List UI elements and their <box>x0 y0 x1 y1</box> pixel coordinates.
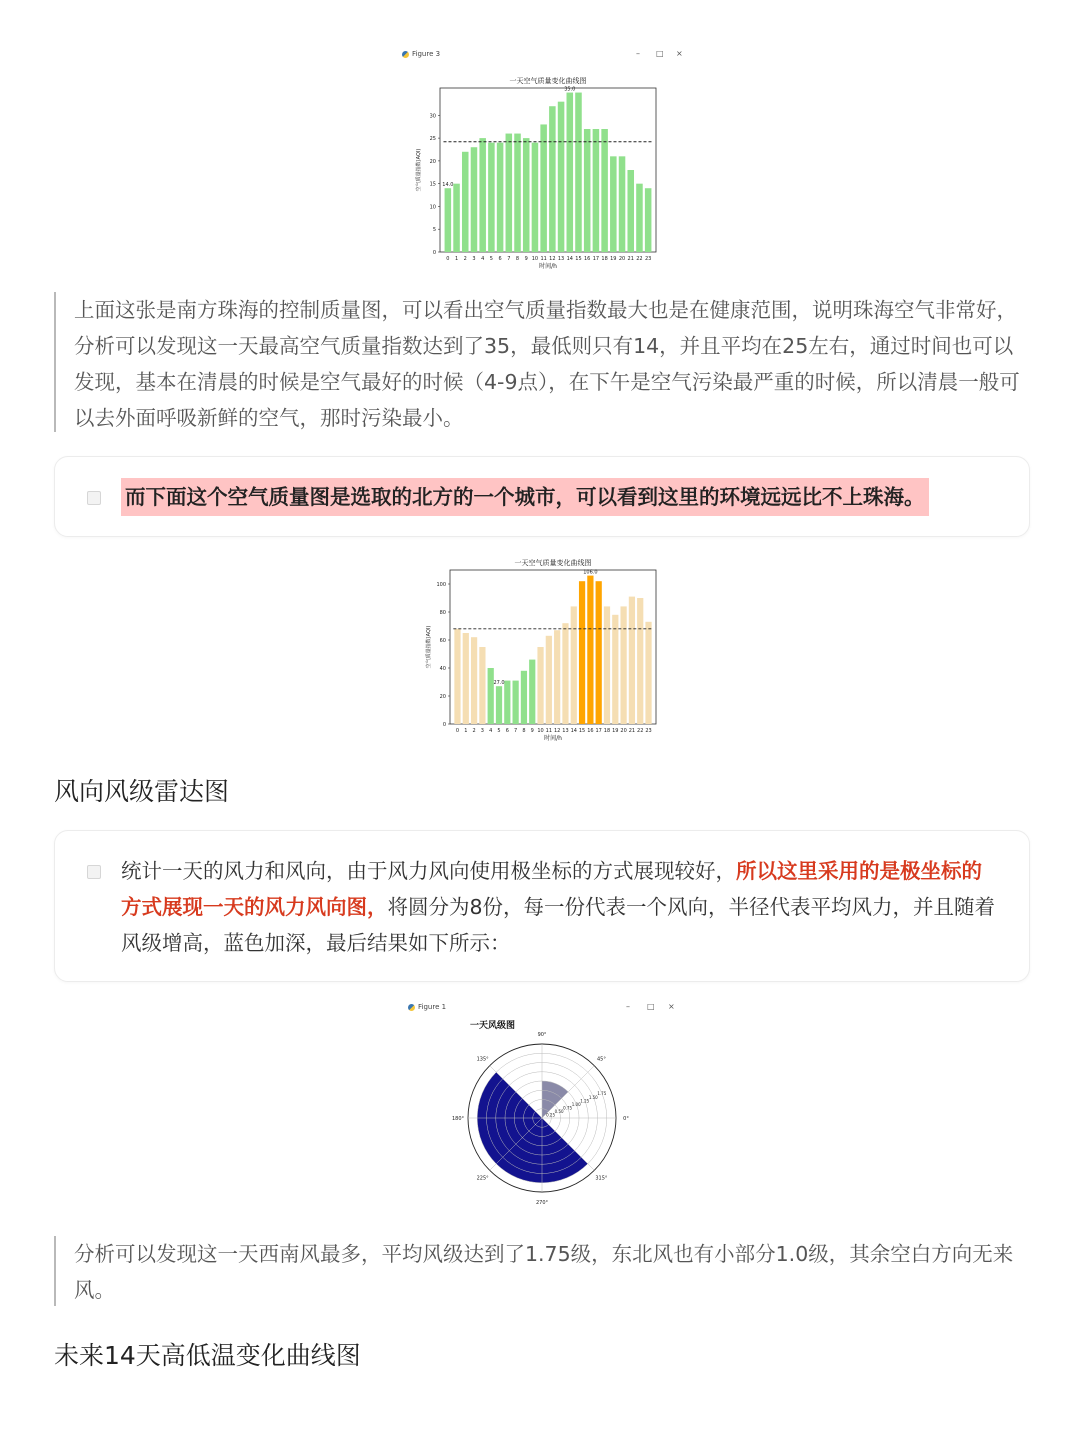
bar <box>645 622 651 724</box>
bar <box>513 681 519 724</box>
x-tick-label: 16 <box>584 256 591 262</box>
x-axis-label: 时间/h <box>544 735 562 742</box>
section-heading-wind-radar: 风向风级雷达图 <box>54 777 230 806</box>
quote-analysis-wind-text: 分析可以发现这一天西南风最多，平均风级达到了1.75级，东北风也有小部分1.0级，其余空白方向无来风。 <box>74 1242 1014 1302</box>
bar <box>620 606 626 724</box>
x-tick-label: 20 <box>618 256 626 262</box>
callout-card-north <box>54 456 1030 537</box>
x-tick-label: 14 <box>570 728 577 734</box>
x-tick-label: 10 <box>531 256 539 262</box>
bar <box>610 156 617 252</box>
y-tick-label: 20 <box>429 158 436 165</box>
callout-north-text: 而下面这个空气质量图是选取的北方的一个城市，可以看到这里的环境远远比不上珠海。 <box>125 485 925 509</box>
y-tick-label: 15 <box>429 181 436 188</box>
bar <box>587 576 593 724</box>
bar <box>504 681 510 724</box>
bar <box>453 184 460 252</box>
x-tick-label: 18 <box>603 728 611 734</box>
y-axis-label: 空气质量指数(AQI) <box>416 148 422 192</box>
callout-highlight <box>121 478 929 516</box>
radial-tick-label: 0.75 <box>563 1105 573 1111</box>
y-tick-label: 60 <box>439 638 446 644</box>
x-tick-label: 20 <box>620 728 627 734</box>
bar-annotation: 106.0 <box>583 569 598 576</box>
maximize-button[interactable]: □ <box>656 49 664 58</box>
x-tick-label: 19 <box>610 256 617 262</box>
bar <box>593 129 600 252</box>
bar <box>454 629 460 724</box>
close-button[interactable]: × <box>668 1002 675 1011</box>
angle-label: 180° <box>451 1116 465 1122</box>
x-tick-label: 12 <box>553 728 561 734</box>
close-button[interactable]: × <box>676 49 683 58</box>
y-tick-label: 0 <box>442 722 446 728</box>
minimize-button[interactable]: – <box>636 49 640 58</box>
bar <box>479 138 486 252</box>
wind-polar-chart <box>404 1014 678 1210</box>
bar <box>549 106 556 252</box>
bar <box>575 93 582 252</box>
bar <box>529 660 535 724</box>
angle-label: 45° <box>596 1056 606 1063</box>
x-tick-label: 5 <box>497 728 501 734</box>
bar <box>579 581 585 724</box>
bar <box>471 147 478 252</box>
x-tick-label: 6 <box>498 256 502 262</box>
x-tick-label: 3 <box>480 728 484 734</box>
x-tick-label: 22 <box>637 728 644 734</box>
x-tick-label: 2 <box>463 256 467 262</box>
angle-label: 135° <box>476 1056 489 1063</box>
x-tick-label: 1 <box>464 728 468 734</box>
bar <box>636 184 643 252</box>
bar <box>506 134 513 252</box>
aqi-chart-south <box>396 66 686 274</box>
x-tick-label: 13 <box>557 256 565 262</box>
radial-tick-label: 0.25 <box>546 1112 555 1118</box>
angle-label: 315° <box>595 1175 608 1182</box>
bar <box>558 102 565 252</box>
chart-title: 一天风级图 <box>470 1021 516 1031</box>
x-tick-label: 7 <box>514 728 518 734</box>
y-tick-label: 80 <box>439 610 446 616</box>
y-tick-label: 30 <box>429 113 436 120</box>
x-tick-label: 12 <box>549 256 556 262</box>
y-tick-label: 100 <box>436 582 446 588</box>
y-tick-label: 5 <box>432 227 436 234</box>
x-tick-label: 13 <box>562 728 569 734</box>
bar <box>645 188 652 252</box>
bullet-square-icon <box>87 865 101 879</box>
chart-title: 一天空气质量变化曲线图 <box>514 559 592 567</box>
figure-window-1 <box>396 44 686 274</box>
callout-wind-text-red: 所以这里采用的是极坐标的方式展现一天的风力风向图， <box>121 859 982 919</box>
x-tick-label: 7 <box>507 256 511 262</box>
x-tick-label: 11 <box>545 728 553 734</box>
callout-card-wind <box>54 830 1030 982</box>
bar-annotation: 35.0 <box>564 86 576 93</box>
x-tick-label: 9 <box>530 728 534 734</box>
angle-label: 270° <box>535 1200 549 1206</box>
quote-analysis-wind <box>54 1236 1032 1306</box>
callout-wind-paragraph <box>121 853 1001 961</box>
x-tick-label: 17 <box>592 256 600 262</box>
x-tick-label: 1 <box>454 256 459 262</box>
figure-window-1-title: Figure 3 <box>412 50 441 58</box>
x-tick-label: 4 <box>481 256 485 262</box>
bar <box>471 637 477 724</box>
x-tick-label: 16 <box>587 728 594 734</box>
angle-label: 90° <box>537 1032 547 1038</box>
bar <box>567 93 574 252</box>
x-tick-label: 17 <box>595 728 602 734</box>
bar <box>488 143 495 252</box>
bar <box>445 188 452 252</box>
figure-window-3-title: Figure 1 <box>418 1003 447 1011</box>
bar <box>637 598 643 724</box>
angle-label: 225° <box>476 1175 489 1182</box>
x-tick-label: 6 <box>505 728 509 734</box>
bar <box>496 686 502 724</box>
bar <box>601 129 608 252</box>
bar <box>629 597 635 724</box>
x-tick-label: 23 <box>644 256 652 262</box>
bar <box>479 647 485 724</box>
x-tick-label: 10 <box>537 728 544 734</box>
bar <box>463 633 469 724</box>
radial-tick-label: 1.00 <box>571 1101 581 1107</box>
bar <box>554 630 560 724</box>
bullet-square-icon <box>87 491 101 505</box>
radial-tick-label: 1.75 <box>597 1091 607 1097</box>
bar <box>537 647 543 724</box>
bar <box>497 143 504 252</box>
aqi-chart-north <box>412 554 670 746</box>
x-tick-label: 21 <box>627 256 634 262</box>
x-tick-label: 9 <box>524 256 528 262</box>
bar <box>521 671 527 724</box>
bar <box>462 152 469 252</box>
x-tick-label: 21 <box>628 728 636 734</box>
chart-title: 一天空气质量变化曲线图 <box>509 77 587 85</box>
quote-analysis-south-text: 上面这张是南方珠海的控制质量图，可以看出空气质量指数最大也是在健康范围，说明珠海空气非常好，分析可以发现这一天最高空气质量指数达到了35，最低则只有14，并且平均在25左右，通过时间也可以发现，基本在清晨的时候是空气最好的时候（4-9点），在下午是空气污染最严重的时候，所以清晨一般可以去外面呼吸新鲜的空气，那时污染最小。 <box>74 298 1020 430</box>
x-tick-label: 8 <box>522 728 526 734</box>
figure-window-1-titlebar <box>402 50 682 62</box>
y-tick-label: 25 <box>429 136 436 143</box>
callout-wind-text-1: 统计一天的风力和风向，由于风力风向使用极坐标的方式展现较好， <box>121 859 736 883</box>
bar <box>562 623 568 724</box>
x-tick-label: 3 <box>472 256 476 262</box>
quote-analysis-south <box>54 292 1032 432</box>
bar <box>523 138 530 252</box>
x-tick-label: 5 <box>489 256 493 262</box>
callout-wind-text-2: 将圆分为8份，每一份代表一个风向，半径代表平均风力，并且随着风级增高，蓝色加深，最后结果如下所示： <box>121 895 996 955</box>
x-tick-label: 2 <box>472 728 476 734</box>
bar <box>488 668 494 724</box>
x-tick-label: 8 <box>515 256 520 262</box>
bar-annotation: 14.0 <box>442 182 454 189</box>
bar <box>546 636 552 724</box>
radial-tick-label: 1.50 <box>588 1094 598 1100</box>
radial-tick-label: 1.25 <box>580 1098 590 1104</box>
x-tick-label: 4 <box>489 728 493 734</box>
bar <box>540 124 547 252</box>
python-logo-icon <box>408 1004 415 1011</box>
bar <box>532 143 539 252</box>
x-tick-label: 0 <box>446 256 450 262</box>
bar <box>619 156 626 252</box>
bar <box>571 606 577 724</box>
x-tick-label: 0 <box>455 728 460 734</box>
x-tick-label: 23 <box>645 728 652 734</box>
y-axis-label: 空气质量指数(AQI) <box>426 625 432 669</box>
x-tick-label: 14 <box>566 256 573 262</box>
x-tick-label: 22 <box>636 256 643 262</box>
bar <box>612 615 618 724</box>
section-heading-temperature: 未来14天高低温变化曲线图 <box>54 1341 361 1370</box>
x-tick-label: 15 <box>575 256 582 262</box>
maximize-button[interactable]: □ <box>647 1002 655 1011</box>
bar <box>584 129 591 252</box>
bar <box>604 606 610 724</box>
figure-window-3 <box>404 998 678 1212</box>
y-tick-label: 0 <box>432 250 436 256</box>
radial-tick-label: 0.50 <box>554 1108 564 1114</box>
minimize-button[interactable]: – <box>626 1002 630 1011</box>
bar-annotation: 27.0 <box>493 680 505 687</box>
x-tick-label: 19 <box>612 728 619 734</box>
bar <box>596 581 602 724</box>
angle-label: 0° <box>623 1116 629 1122</box>
x-axis-label: 时间/h <box>539 263 557 270</box>
x-tick-label: 18 <box>601 256 608 262</box>
python-logo-icon <box>402 51 409 58</box>
bar <box>627 170 634 252</box>
x-tick-label: 15 <box>578 728 586 734</box>
y-tick-label: 10 <box>429 204 436 211</box>
y-tick-label: 20 <box>439 694 446 700</box>
bar <box>514 134 521 252</box>
x-tick-label: 11 <box>540 256 547 262</box>
y-tick-label: 40 <box>439 666 446 672</box>
